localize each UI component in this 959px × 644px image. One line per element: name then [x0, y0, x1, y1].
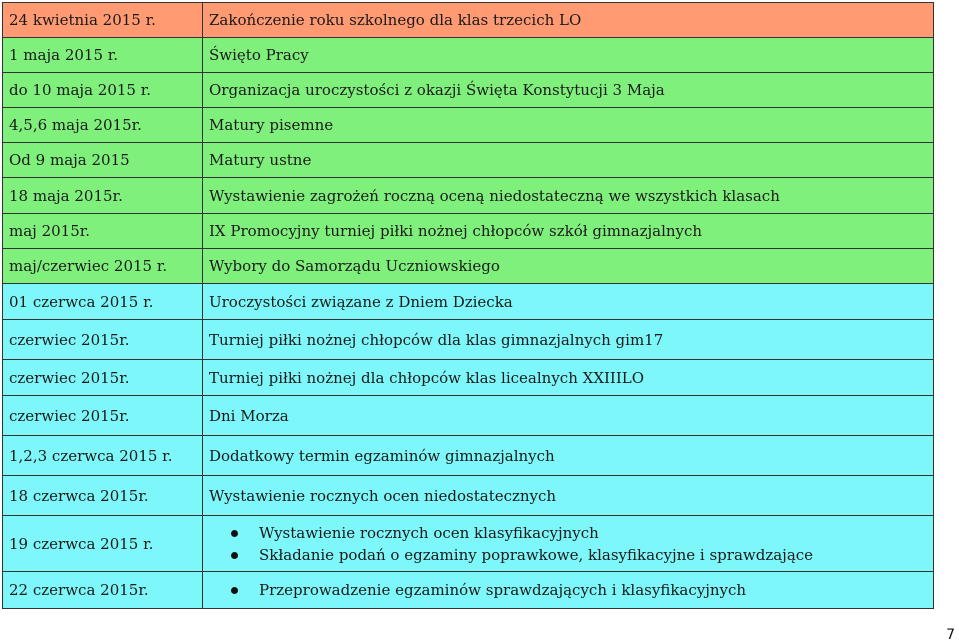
date-cell: do 10 maja 2015 r.	[3, 73, 203, 108]
date-cell: maj/czerwiec 2015 r.	[3, 249, 203, 284]
event-cell: Dni Morza	[203, 396, 934, 436]
table-row	[3, 320, 934, 360]
schedule-table	[2, 2, 934, 609]
event-cell: Matury ustne	[203, 143, 934, 178]
date-cell: 18 maja 2015r.	[3, 178, 203, 214]
date-cell: czerwiec 2015r.	[3, 320, 203, 360]
bullet-icon	[231, 587, 238, 594]
table-row	[3, 108, 934, 143]
event-cell: Turniej piłki nożnej dla chłopców klas licealnych XXIIILO	[203, 360, 934, 396]
table-row	[3, 516, 934, 572]
date-cell: 19 czerwca 2015 r.	[3, 516, 203, 572]
table-row	[3, 143, 934, 178]
table-row	[3, 249, 934, 284]
table-row	[3, 396, 934, 436]
date-cell: Od 9 maja 2015	[3, 143, 203, 178]
list-item	[259, 544, 933, 566]
table-row	[3, 3, 934, 38]
table-row	[3, 178, 934, 214]
bullet-icon	[231, 530, 238, 537]
table-row	[3, 436, 934, 476]
event-cell: Turniej piłki nożnej chłopców dla klas gimnazjalnych gim17	[203, 320, 934, 360]
bullet-text: Przeprowadzenie egzaminów sprawdzających i klasyfikacyjnych	[259, 581, 747, 599]
bullet-icon	[231, 552, 238, 559]
date-cell: czerwiec 2015r.	[3, 396, 203, 436]
table-row	[3, 476, 934, 516]
table-row	[3, 73, 934, 108]
event-cell: Matury pisemne	[203, 108, 934, 143]
event-cell: Organizacja uroczystości z okazji Święta Konstytucji 3 Maja	[203, 73, 934, 108]
date-cell: 24 kwietnia 2015 r.	[3, 3, 203, 38]
event-cell: Wystawienie rocznych ocen niedostatecznych	[203, 476, 934, 516]
date-cell: 01 czerwca 2015 r.	[3, 284, 203, 320]
event-cell: Święto Pracy	[203, 38, 934, 73]
date-cell: 4,5,6 maja 2015r.	[3, 108, 203, 143]
table-row	[3, 572, 934, 609]
event-cell: IX Promocyjny turniej piłki nożnej chłopców szkół gimnazjalnych	[203, 214, 934, 249]
event-cell: Wybory do Samorządu Uczniowskiego	[203, 249, 934, 284]
date-cell: czerwiec 2015r.	[3, 360, 203, 396]
list-item	[259, 522, 933, 544]
table-row	[3, 360, 934, 396]
list-item	[259, 579, 933, 601]
date-cell: 1 maja 2015 r.	[3, 38, 203, 73]
bullet-text: Składanie podań o egzaminy poprawkowe, klasyfikacyjne i sprawdzające	[259, 545, 814, 564]
table-row	[3, 284, 934, 320]
table-row	[3, 38, 934, 73]
event-cell: Dodatkowy termin egzaminów gimnazjalnych	[203, 436, 934, 476]
bullet-text: Wystawienie rocznych ocen klasyfikacyjnych	[259, 523, 599, 542]
event-cell: Zakończenie roku szkolnego dla klas trzecich LO	[203, 3, 934, 38]
date-cell: 18 czerwca 2015r.	[3, 476, 203, 516]
table-row	[3, 214, 934, 249]
event-cell	[203, 516, 934, 572]
date-cell: 22 czerwca 2015r.	[3, 572, 203, 609]
bullet-list	[209, 522, 933, 566]
page-number: 7	[946, 627, 955, 643]
bullet-list	[209, 579, 933, 601]
date-cell: maj 2015r.	[3, 214, 203, 249]
event-cell: Uroczystości związane z Dniem Dziecka	[203, 284, 934, 320]
date-cell: 1,2,3 czerwca 2015 r.	[3, 436, 203, 476]
event-cell: Wystawienie zagrożeń roczną oceną niedostateczną we wszystkich klasach	[203, 178, 934, 214]
event-cell	[203, 572, 934, 609]
